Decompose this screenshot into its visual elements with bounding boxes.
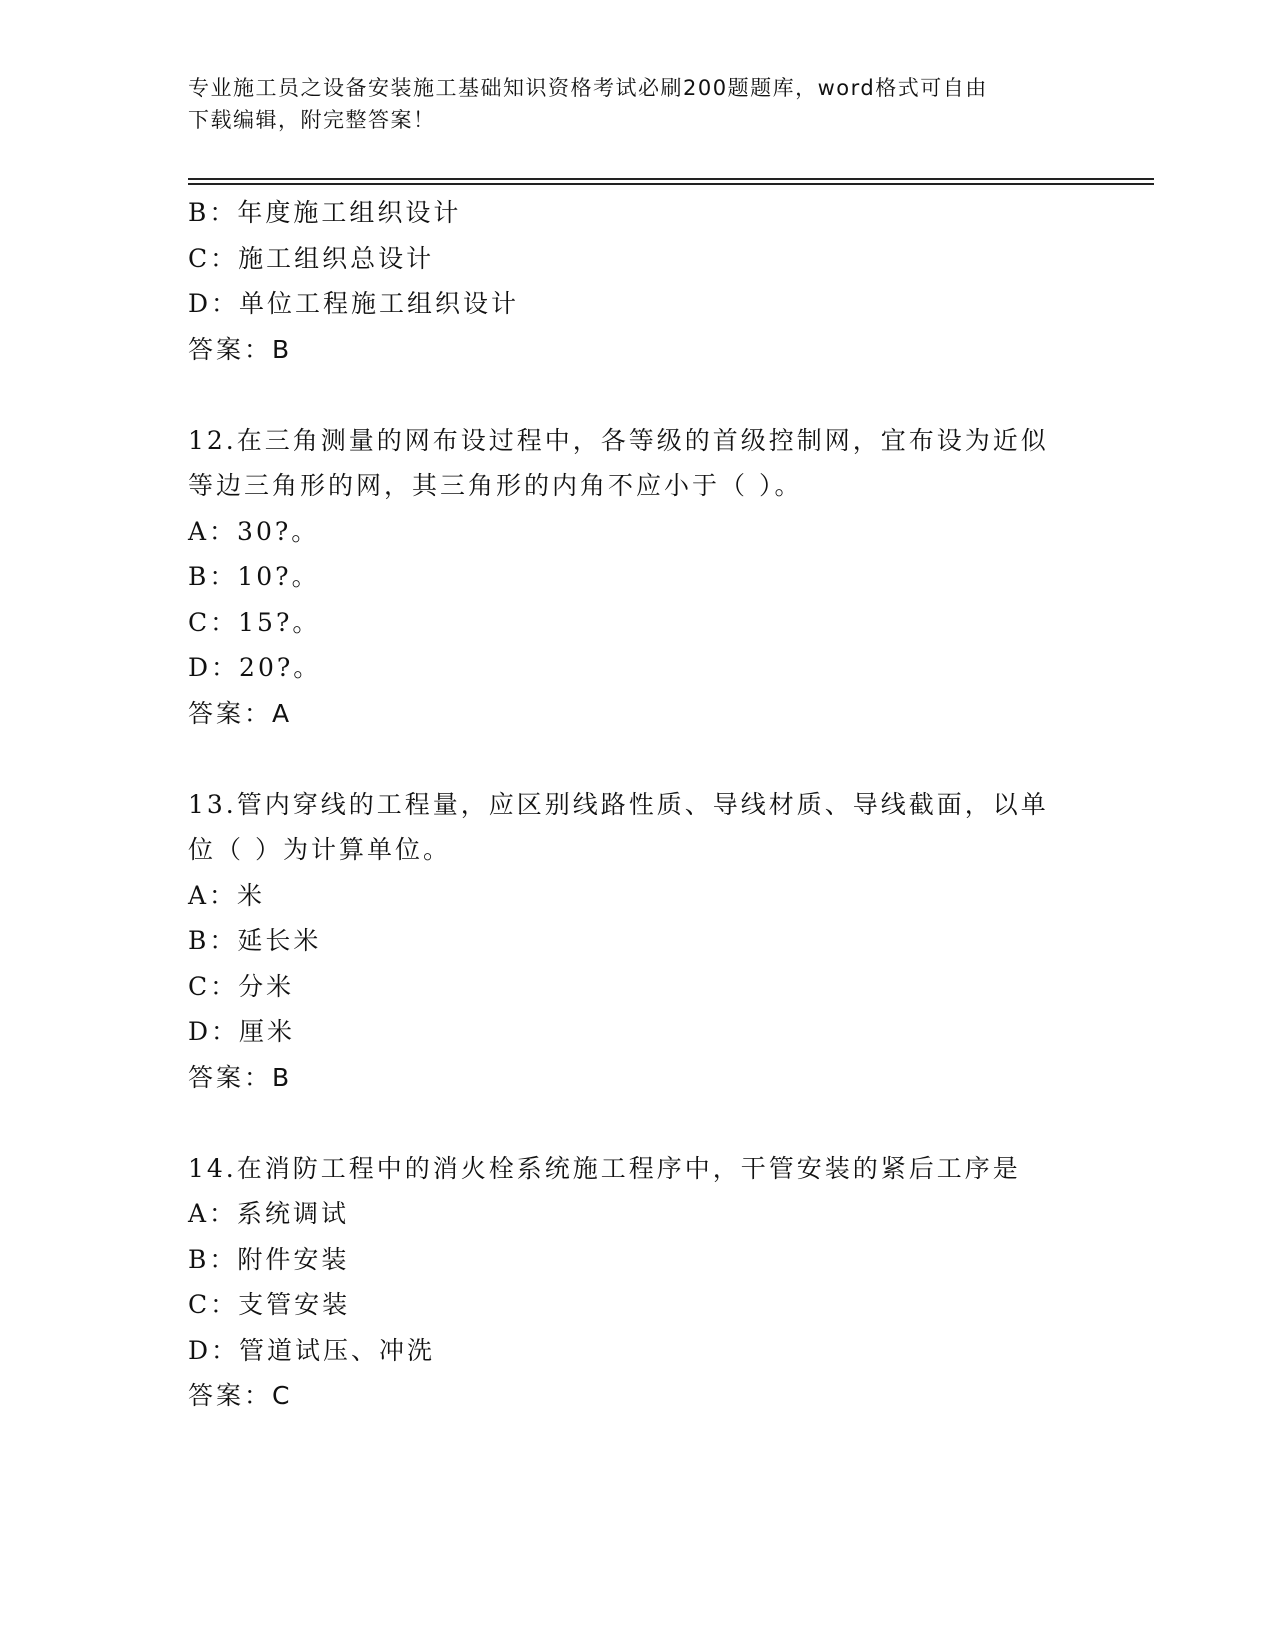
spacer xyxy=(188,736,1088,782)
answer-line: 答案：A xyxy=(188,698,293,728)
question-block-12 xyxy=(188,418,1088,737)
option-d: D：管道试压、冲洗 xyxy=(188,1335,436,1365)
option-b: B：10?。 xyxy=(188,562,320,591)
option-a: A：米 xyxy=(188,880,266,910)
option-b: B：年度施工组织设计 xyxy=(188,198,462,227)
option-d: D：20?。 xyxy=(188,653,322,682)
question-block-14 xyxy=(188,1146,1088,1419)
question-text: 14.在消防工程中的消火栓系统施工程序中，干管安装的紧后工序是 xyxy=(188,1153,1021,1183)
option-b: B：附件安装 xyxy=(188,1244,350,1274)
option-a: A：30?。 xyxy=(188,516,320,546)
option-c: C：分米 xyxy=(188,971,295,1001)
option-d: D：厘米 xyxy=(188,1017,296,1046)
option-a: A：系统调试 xyxy=(188,1199,350,1228)
question-block-13 xyxy=(188,782,1088,1101)
answer-line: 答案：B xyxy=(188,334,293,364)
question-block-11 xyxy=(188,190,1088,372)
question-text: 12.在三角测量的网布设过程中，各等级的首级控制网，宜布设为近似 xyxy=(188,425,1049,455)
option-c: C：施工组织总设计 xyxy=(188,243,435,273)
document-header xyxy=(188,72,1068,136)
option-c: C：支管安装 xyxy=(188,1290,351,1319)
header-divider-top xyxy=(188,178,1154,180)
option-c: C：15?。 xyxy=(188,607,321,637)
question-text: 13.管内穿线的工程量，应区别线路性质、导线材质、导线截面，以单 xyxy=(188,789,1049,819)
spacer xyxy=(188,1100,1088,1146)
header-divider-bottom xyxy=(188,183,1154,185)
header-line-2: 下载编辑，附完整答案！ xyxy=(188,108,436,132)
answer-line: 答案：B xyxy=(188,1062,293,1092)
question-text-continued: 等边三角形的网，其三角形的内角不应小于（ ）。 xyxy=(188,471,803,500)
header-line-1: 专业施工员之设备安装施工基础知识资格考试必刷200题题库，word格式可自由 xyxy=(188,76,988,100)
answer-line: 答案：C xyxy=(188,1381,293,1410)
option-b: B：延长米 xyxy=(188,926,322,955)
spacer xyxy=(188,372,1088,418)
question-text-continued: 位（ ）为计算单位。 xyxy=(188,835,451,864)
question-list xyxy=(188,190,1088,1419)
option-d: D：单位工程施工组织设计 xyxy=(188,289,520,318)
